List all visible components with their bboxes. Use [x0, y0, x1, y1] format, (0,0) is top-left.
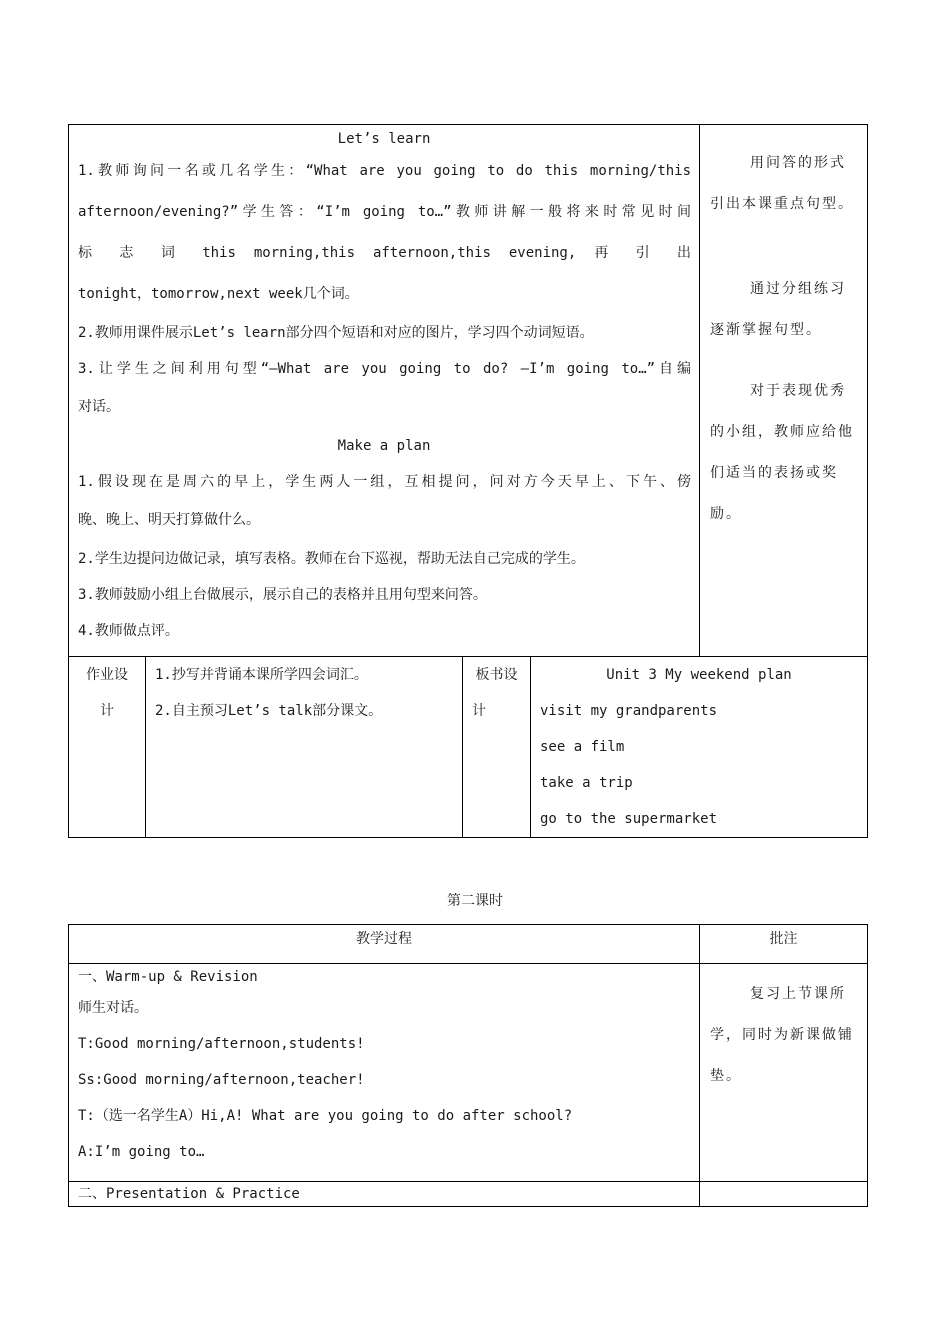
homework-content-cell: [146, 657, 463, 838]
warmup-cell: [69, 964, 700, 1182]
presentation-title: 二、Presentation & Practice: [78, 1186, 300, 1202]
note-1: 用问答的形式引出本课重点句型。: [710, 155, 855, 212]
warmup-note-cell: [700, 964, 868, 1182]
homework-item-2: 2.自主预习Let’s talk部分课文。: [155, 703, 383, 719]
warmup-note: 复习上节课所学，同时为新课做铺垫。: [710, 986, 854, 1084]
homework-label-line2: 计: [100, 703, 114, 719]
board-phrase-3: take a trip: [540, 775, 633, 791]
notes-header: 批注: [769, 931, 798, 947]
note-3: 对于表现优秀的小组，教师应给他们适当的表扬或奖励。: [710, 383, 855, 522]
section-heading: 第二课时: [447, 893, 503, 909]
item1-line1: 1.教师询问一名或几名学生：“What are you going to do this morning/this: [78, 163, 692, 179]
plan1-line1: 1.假设现在是周六的早上，学生两人一组，互相提问，问对方今天早上、下午、傍: [78, 474, 692, 490]
annotation-cell: [700, 125, 868, 657]
presentation-cell: [69, 1182, 700, 1207]
item3-line1: 3.让学生之间利用句型“—What are you going to do? —I’m going to…”自编: [78, 361, 692, 377]
item2: 2.教师用课件展示Let’s learn部分四个短语和对应的图片，学习四个动词短语。: [78, 325, 594, 341]
board-phrase-4: go to the supermarket: [540, 811, 718, 827]
warmup-line-4: T:（选一名学生A）Hi,A! What are you going to do after school?: [78, 1108, 573, 1124]
warmup-title: 一、Warm-up & Revision: [78, 969, 258, 985]
plan4: 4.教师做点评。: [78, 623, 179, 639]
warmup-line-2: T:Good morning/afternoon,students!: [78, 1036, 365, 1052]
board-label-line1: 板书设: [475, 667, 518, 683]
board-title: Unit 3 My weekend plan: [606, 667, 792, 683]
presentation-note-cell: [700, 1182, 868, 1207]
make-a-plan-title: Make a plan: [337, 438, 431, 454]
plan3: 3.教师鼓励小组上台做展示，展示自己的表格并且用句型来问答。: [78, 587, 487, 603]
lesson-plan-table-2: [68, 924, 868, 1207]
process-header: 教学过程: [356, 931, 412, 947]
homework-item-1: 1.抄写并背诵本课所学四会词汇。: [155, 667, 368, 683]
homework-label-cell: [69, 657, 146, 838]
board-phrase-2: see a film: [540, 739, 625, 755]
lesson-plan-table-1: [68, 124, 868, 838]
note-2: 通过分组练习逐渐掌握句型。: [710, 281, 847, 338]
board-phrase-1: visit my grandparents: [540, 703, 718, 719]
lets-learn-title: Let’s learn: [337, 131, 431, 147]
item3-line2: 对话。: [78, 399, 120, 415]
teaching-process-cell: [69, 125, 700, 657]
warmup-line-5: A:I’m going to…: [78, 1144, 205, 1160]
plan2: 2.学生边提问边做记录，填写表格。教师在台下巡视，帮助无法自己完成的学生。: [78, 551, 585, 567]
board-content-cell: [531, 657, 868, 838]
process-header-cell: [69, 925, 700, 964]
plan1-line2: 晚、晚上、明天打算做什么。: [78, 512, 260, 528]
item1-line2: afternoon/evening?”学生答：“I’m going to…”教师讲解一般将来时常见时间: [78, 204, 692, 220]
warmup-line-3: Ss:Good morning/afternoon,teacher!: [78, 1072, 365, 1088]
board-label-line2: 计: [472, 703, 486, 719]
board-label-cell: [463, 657, 531, 838]
notes-header-cell: [700, 925, 868, 964]
item1-line3: 标 志 词 this morning,this afternoon,this evening, 再 引 出: [78, 245, 692, 261]
warmup-line-1: 师生对话。: [78, 1000, 148, 1016]
item1-line4: tonight，tomorrow,next week几个词。: [78, 286, 359, 302]
homework-label-line1: 作业设: [86, 667, 128, 683]
